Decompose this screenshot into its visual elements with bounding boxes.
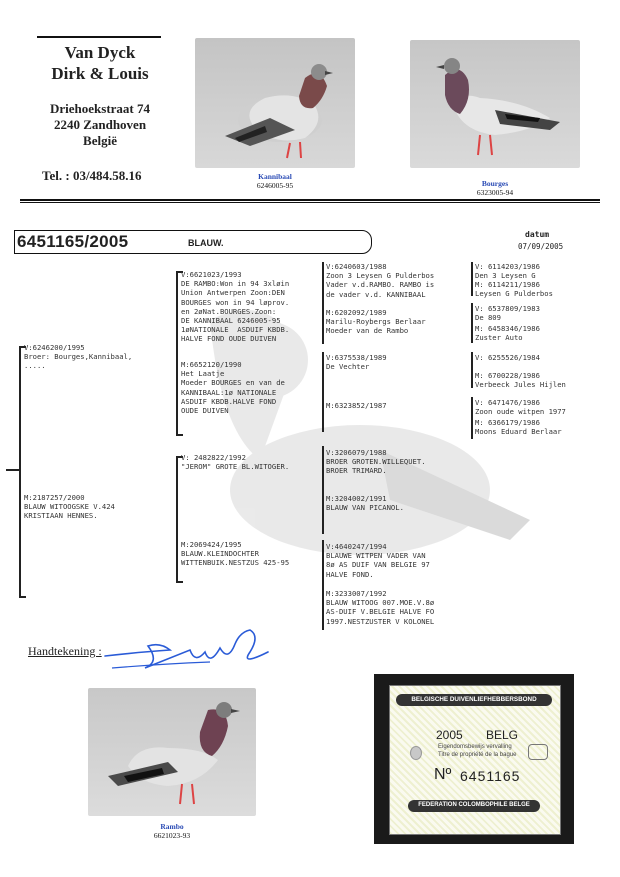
dam-dam-sire: V:4640247/1994 BLAUWE WITPEN VADER VAN 8ø AS DUIF VAN BELGIE 97 HALVE FOND.: [326, 542, 430, 579]
caption-rambo-ring: 6621023-93: [153, 831, 191, 840]
photo-rambo: [88, 688, 256, 816]
dam-sire: V: 2482822/1992 "JEROM" GROTE BL.WITOGER.: [181, 453, 290, 472]
date-value: 07/09/2005: [518, 242, 564, 251]
line-gen3-d: [322, 540, 324, 630]
line-gen3-b: [322, 352, 324, 432]
gen4-2: M: 6114211/1986 Leysen G Pulderbos: [475, 280, 553, 299]
line-gen3-a: [322, 262, 324, 344]
caption-kannibaal-name: Kannibaal: [258, 172, 292, 181]
signature-image: [100, 622, 275, 674]
sire-dam-dam: M:6323852/1987: [326, 401, 387, 410]
photo-bourges: [410, 40, 580, 168]
gen4-3: V: 6537809/1983 De 809: [475, 304, 540, 323]
line-gen2-m-bottom: [176, 581, 183, 583]
line-gen2-v: [176, 271, 178, 435]
caption-kannibaal-ring: 6246005-95: [256, 181, 294, 190]
address-country: België: [83, 133, 117, 148]
date-label: datum: [525, 230, 550, 239]
gen4-6: M: 6700228/1986 Verbeeck Jules Hijlen: [475, 371, 566, 390]
sire-sire-sire: V:6240603/1988 Zoon 3 Leysen G Pulderbos Vader v.d.RAMBO. RAMBO is de vader v.d. KANNIBAAL: [326, 262, 435, 299]
card-country: BELG: [486, 728, 519, 742]
ring-number: 6451165/2005: [17, 232, 129, 251]
gen4-1: V: 6114203/1986 Den 3 Leysen G: [475, 262, 540, 281]
breeder-phone: Tel. : 03/484.58.16: [42, 168, 142, 183]
dam-dam: M:2069424/1995 BLAUW.KLEINDOCHTER WITTENBUIK.NESTZUS 425-95: [181, 540, 290, 568]
dam: M:2187257/2000 BLAUW WITOOGSKE V.424 KRISTIAAN HENNES.: [24, 493, 115, 521]
gen4-4: M: 6458346/1986 Zuster Auto: [475, 324, 540, 343]
breeder-name-line1: Van Dyck: [64, 43, 136, 62]
caption-bourges-name: Bourges: [481, 179, 509, 188]
sire-dam: M:6652120/1990 Het Laatje Moeder BOURGES en van de KANNIBAAL:1ø NATIONALE ASDUIF KBDB.HALVE FOND OUDE DUIVEN: [181, 360, 285, 416]
card-number: 6451165: [460, 768, 521, 784]
gen4-7: V: 6471476/1986 Zoon oude witpen 1977: [475, 398, 566, 417]
signature-script: [0, 0, 1, 1]
header-divider: [20, 199, 600, 201]
card-emblem-icon: [528, 744, 548, 760]
line-gen4-a: [471, 262, 473, 296]
gen4-5: V: 6255526/1984: [475, 353, 540, 362]
card-no-label: Nº: [434, 766, 452, 783]
address-street: Driehoekstraat 74: [49, 101, 150, 116]
address-city: 2240 Zandhoven: [53, 117, 147, 132]
dam-dam-dam: M:3233007/1992 BLAUW WITOOG 007.MOE.V.8ø AS-DUIF V.BELGIE HALVE FO 1997.NESTZUSTER V KOLONEL: [326, 589, 435, 626]
caption-bourges: [455, 179, 535, 197]
sire-sire: V:6621023/1993 DE RAMBO:Won in 94 3xløin Union Antwerpen Zoon:DEN BOURGES won in 94 løprov. en 2øNat.BOURGES.Zoon: DE KANNIBAAL 6246005-95 1øNATIONALE ASDUIF KBDB. HALVE FOND OUDE DUIVEN: [181, 270, 290, 344]
card-footer: FEDERATION COLOMBOPHILE BELGE: [418, 802, 530, 808]
pigeon-image: [410, 40, 580, 168]
pigeon-image: [195, 38, 355, 168]
breeder-address: [30, 101, 170, 149]
card-year: 2005: [436, 728, 463, 742]
line-gen4-c: [471, 352, 473, 388]
sire-sire-dam: M:6202092/1989 Marilu-Roybergs Berlaar Moeder van de Rambo: [326, 308, 426, 336]
card-org: BELGISCHE DUIVENLIEFHEBBERSBOND: [411, 696, 537, 703]
signature: [100, 622, 275, 674]
caption-bourges-ring: 6323005-94: [476, 188, 514, 197]
line-gen2-m: [176, 456, 178, 582]
photo-kannibaal: [195, 38, 355, 168]
header-divider-2: [20, 202, 600, 203]
gen4-8: M: 6366179/1986 Moons Eduard Berlaar: [475, 418, 562, 437]
sire-dam-sire: V:6375538/1989 De Vechter: [326, 353, 387, 372]
line-gen1: [19, 346, 21, 597]
ring-color: BLAUW.: [188, 238, 224, 248]
line-gen2-v-bottom: [176, 434, 183, 436]
line-gen4-d: [471, 397, 473, 439]
card-punch-hole: [410, 746, 422, 760]
breeder-name: [30, 42, 170, 84]
line-gen3-c: [322, 446, 324, 534]
line-root: [6, 469, 20, 471]
header-top-rule: [37, 36, 161, 38]
card-line1: Eigendomsbewijs vervalling: [438, 744, 512, 750]
dam-sire-dam: M:3204002/1991 BLAUW VAN PICANOL.: [326, 494, 404, 513]
line-gen4-b: [471, 303, 473, 343]
line-gen1-bottom: [19, 596, 26, 598]
pigeon-image: [88, 688, 256, 816]
sire: V:6246200/1995 Broer: Bourges,Kannibaal, .....: [24, 343, 133, 371]
card-line2: Titre de propriété de la bague: [438, 752, 517, 758]
breeder-name-line2: Dirk & Louis: [51, 64, 149, 83]
caption-rambo: [132, 822, 212, 840]
signature-label: Handtekening :: [28, 644, 102, 658]
caption-rambo-name: Rambo: [160, 822, 184, 831]
dam-sire-sire: V:3206079/1988 BROER GROTEN.WILLEQUET. BROER TRIMARD.: [326, 448, 426, 476]
ownership-card: [389, 685, 561, 835]
caption-kannibaal: [235, 172, 315, 190]
